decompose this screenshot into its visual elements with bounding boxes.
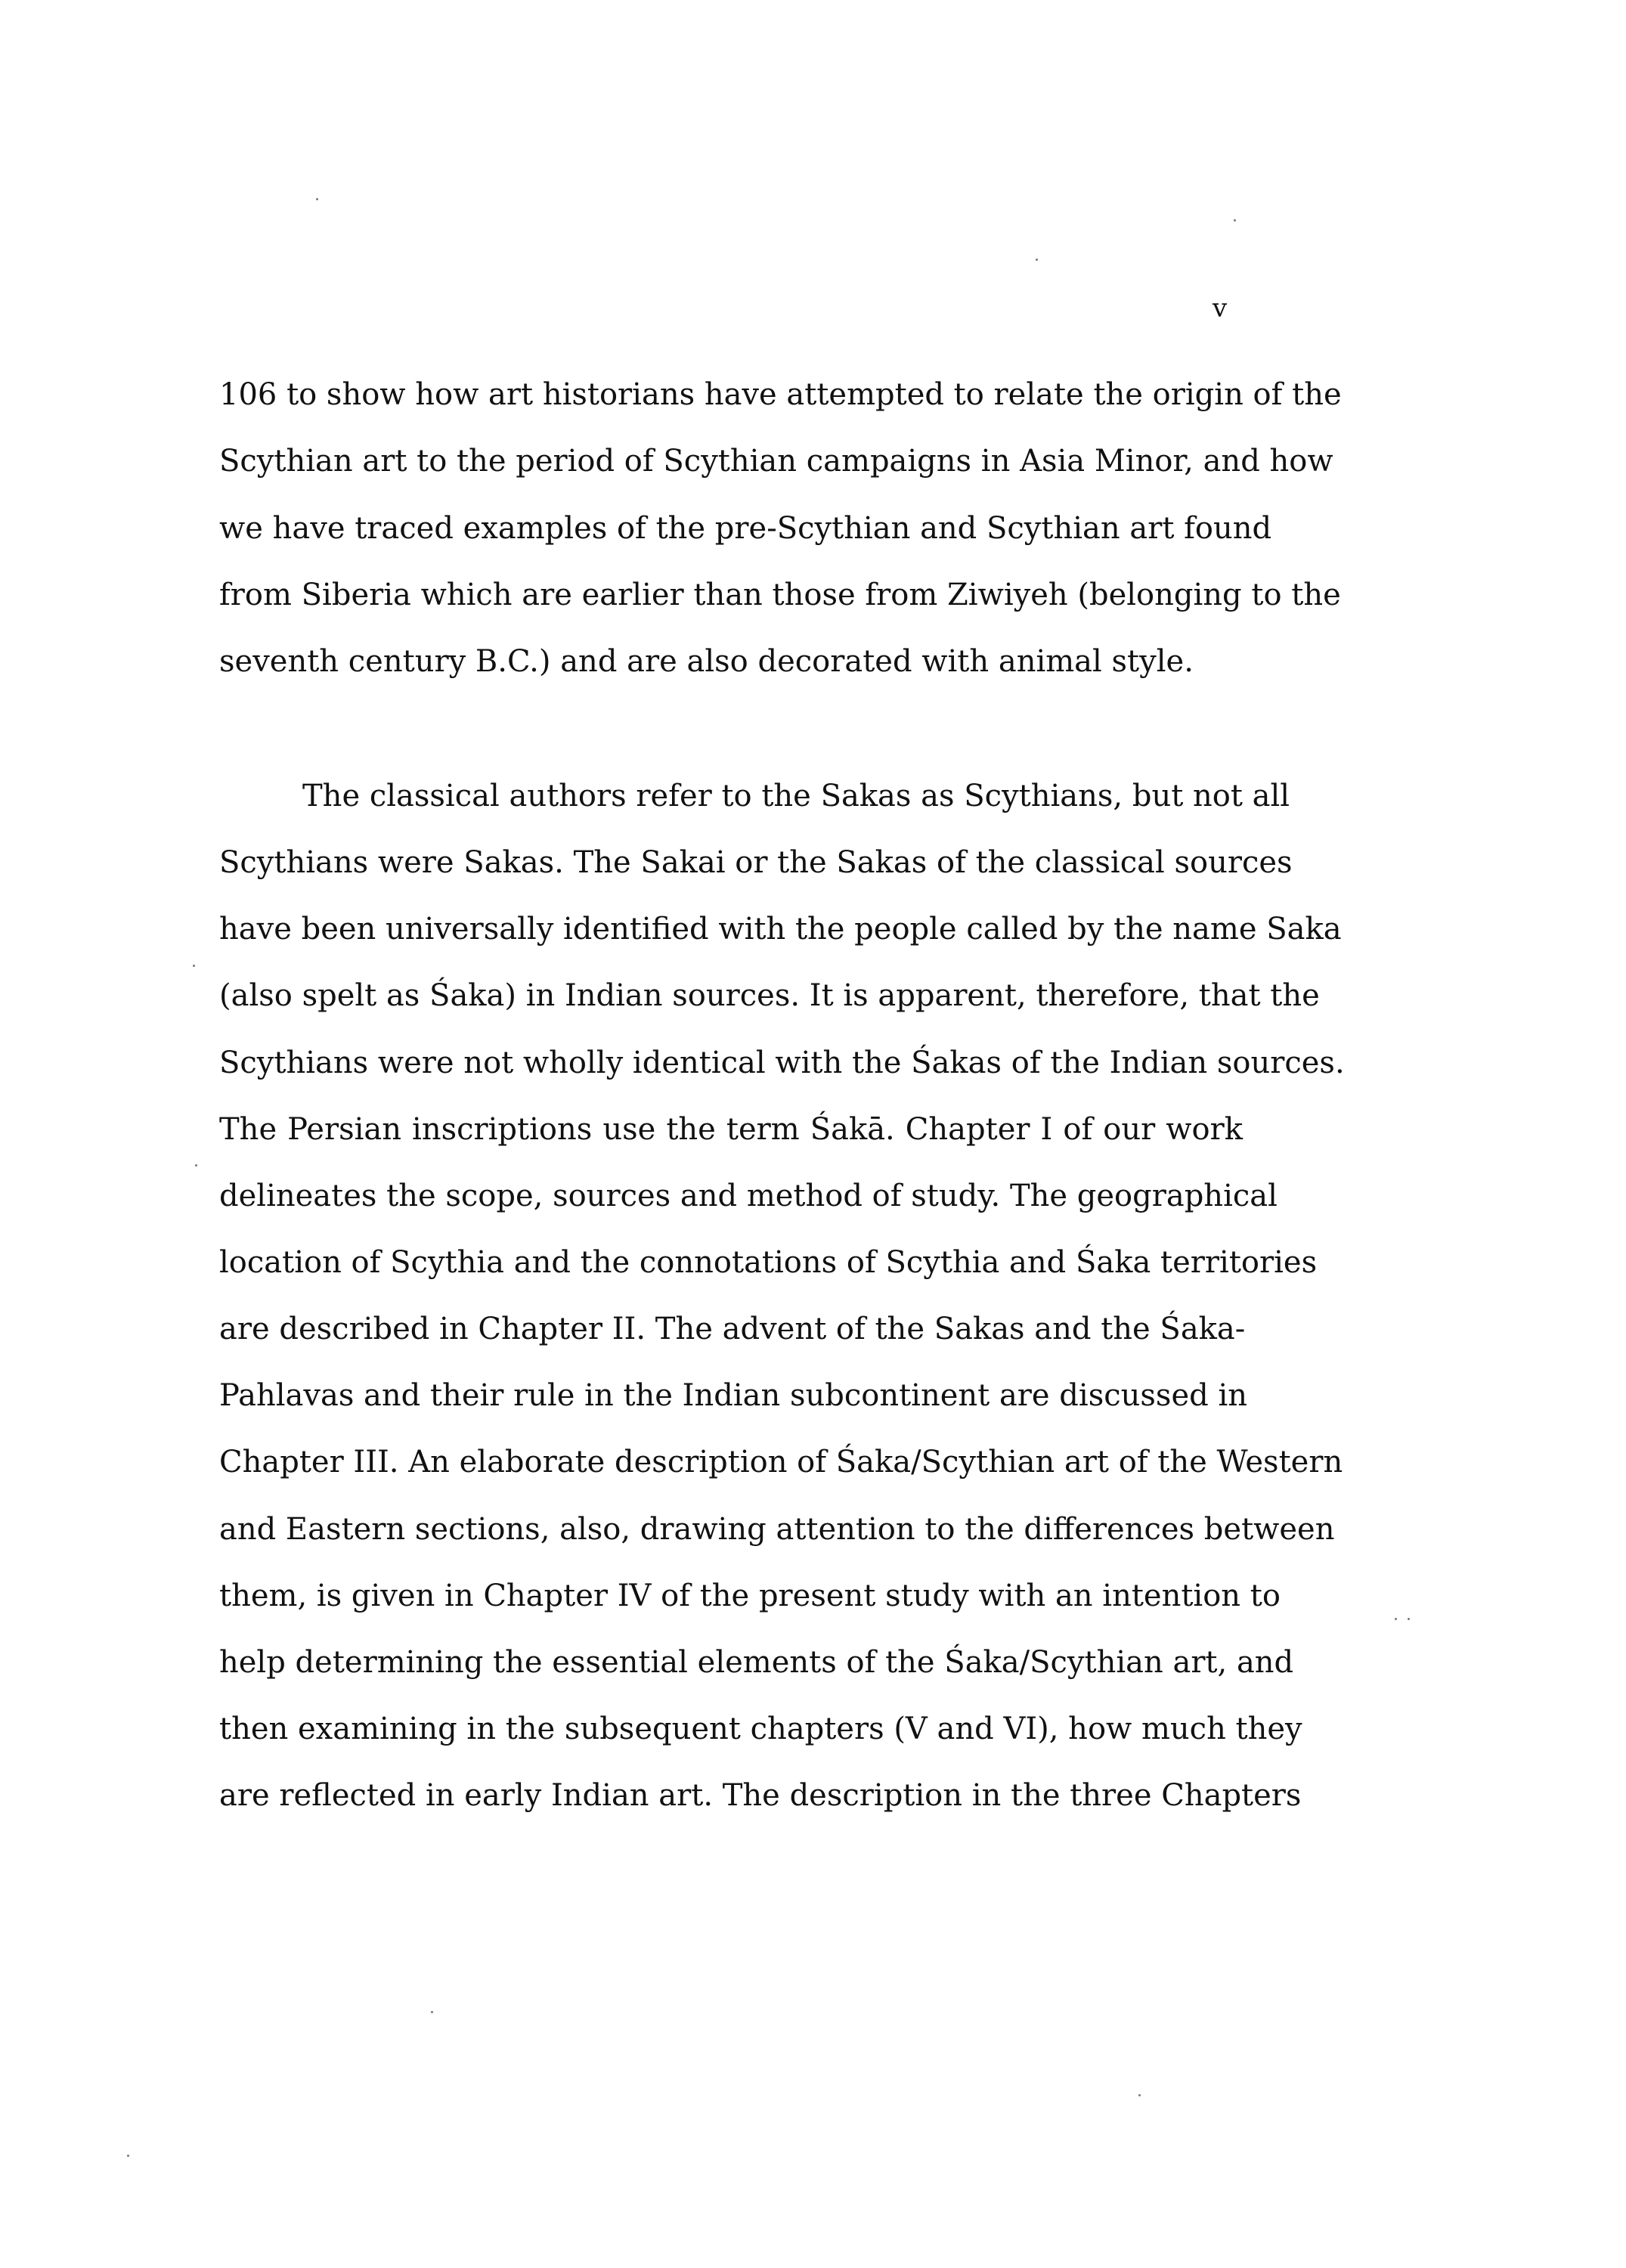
text-line: from Siberia which are earlier than those from Ziwiyeh (belonging to the xyxy=(219,578,1341,612)
scan-speck xyxy=(1408,1618,1410,1620)
scan-speck xyxy=(1036,259,1038,261)
page-number: v xyxy=(1213,293,1228,324)
scan-speck xyxy=(431,2011,433,2013)
scan-speck xyxy=(193,965,195,967)
scan-speck xyxy=(195,1164,197,1167)
scan-speck xyxy=(1395,1618,1397,1620)
text-line: and Eastern sections, also, drawing attention to the differences between xyxy=(219,1512,1335,1547)
text-line: The classical authors refer to the Sakas as Scythians, but not all xyxy=(302,779,1290,813)
text-line: help determining the essential elements of the Śaka/Scythian art, and xyxy=(219,1645,1294,1680)
text-line: delineates the scope, sources and method of study. The geographical xyxy=(219,1179,1278,1213)
text-line: them, is given in Chapter IV of the present study with an intention to xyxy=(219,1579,1281,1613)
text-line: The Persian inscriptions use the term Śakā. Chapter I of our work xyxy=(219,1112,1243,1147)
text-line: Scythian art to the period of Scythian campaigns in Asia Minor, and how xyxy=(219,444,1333,479)
text-line: Chapter III. An elaborate description of Śaka/Scythian art of the Western xyxy=(219,1445,1343,1479)
scan-speck xyxy=(127,2155,129,2157)
text-line: Scythians were not wholly identical with the Śakas of the Indian sources. xyxy=(219,1046,1345,1080)
text-line: location of Scythia and the connotations of Scythia and Śaka territories xyxy=(219,1245,1318,1280)
text-line: Pahlavas and their rule in the Indian subcontinent are discussed in xyxy=(219,1378,1247,1413)
text-line: are reflected in early Indian art. The description in the three Chapters xyxy=(219,1778,1302,1813)
text-line: (also spelt as Śaka) in Indian sources. It is apparent, therefore, that the xyxy=(219,978,1320,1013)
scan-speck xyxy=(1234,219,1236,222)
text-line: Scythians were Sakas. The Sakai or the Sakas of the classical sources xyxy=(219,845,1293,880)
text-line: have been universally identified with the people called by the name Saka xyxy=(219,912,1342,947)
text-line: are described in Chapter II. The advent of the Sakas and the Śaka- xyxy=(219,1312,1246,1346)
scan-speck xyxy=(1138,2094,1141,2096)
text-line: 106 to show how art historians have attempted to relate the origin of the xyxy=(219,377,1342,412)
scan-speck xyxy=(316,198,318,200)
text-line: seventh century B.C.) and are also decorated with animal style. xyxy=(219,644,1194,679)
text-line: we have traced examples of the pre-Scythian and Scythian art found xyxy=(219,511,1272,546)
text-line: then examining in the subsequent chapters (V and VI), how much they xyxy=(219,1712,1302,1746)
